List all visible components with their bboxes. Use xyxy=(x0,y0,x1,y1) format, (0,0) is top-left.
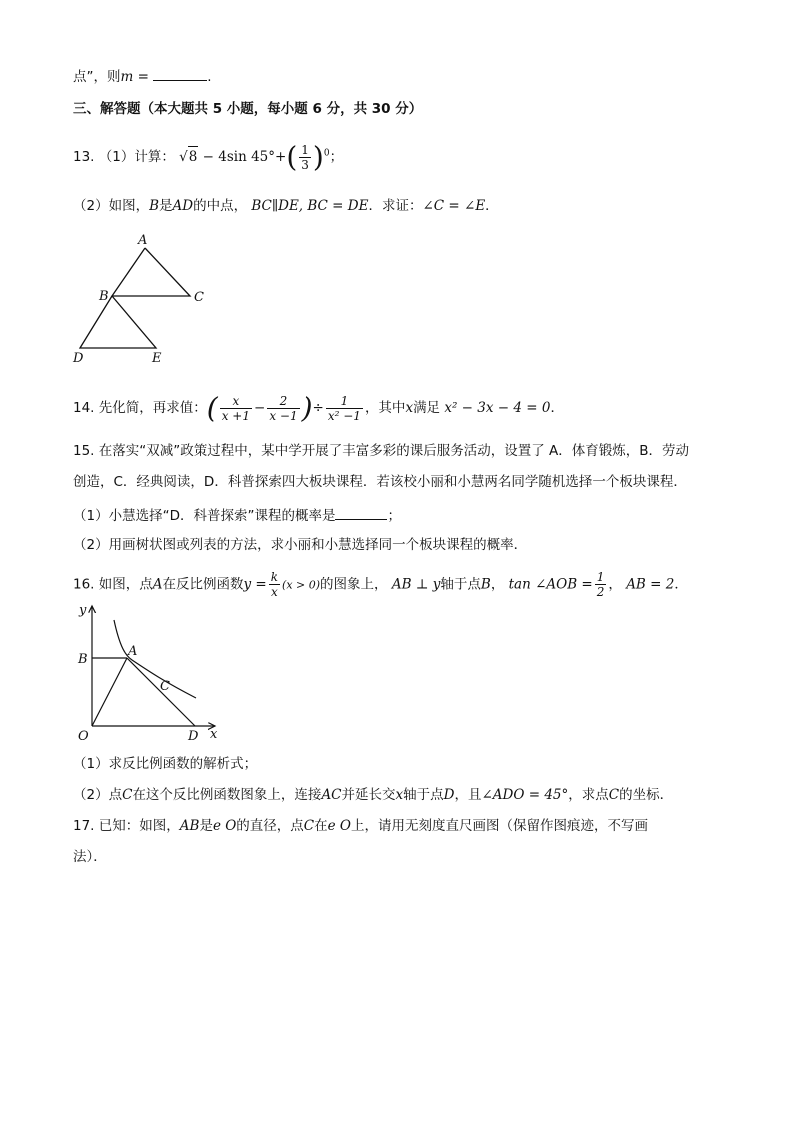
fraction-half xyxy=(595,570,607,599)
point-c: C xyxy=(608,787,620,803)
exponent: 0 xyxy=(323,148,330,159)
triangle-abc xyxy=(112,248,190,296)
q14-equation: x² − 3x − 4 = 0 xyxy=(444,400,551,416)
text: 在反比例函数 xyxy=(162,576,244,593)
goal-statement: ∠C = ∠E xyxy=(422,198,486,214)
text: ，其中 xyxy=(364,400,406,416)
period: . xyxy=(207,69,212,85)
frac-num: 1 xyxy=(596,570,605,584)
text: 是 xyxy=(199,818,213,834)
perp-statement: AB ⊥ y xyxy=(391,576,441,593)
text: ， xyxy=(490,576,505,593)
text: 17. 已知：如图， xyxy=(73,818,180,834)
var-x: x xyxy=(395,787,404,803)
frac-den: x xyxy=(269,584,280,599)
frac-den: x −1 xyxy=(269,409,298,423)
segment-ad: AD xyxy=(172,198,194,214)
q17-line1 xyxy=(73,816,648,836)
text: 轴于点 xyxy=(440,576,481,593)
text: 并延长交 xyxy=(341,787,396,803)
text: ．求证： xyxy=(368,198,423,214)
q16-part1: （1）求反比例函数的解析式； xyxy=(73,756,258,772)
divide: ÷ xyxy=(312,400,324,416)
text: 轴于点 xyxy=(403,787,444,803)
q15-line1: 15. 在落实“双减”政策过程中，某中学开展了丰富多彩的课后服务活动，设置了 A．体育锻炼，B．劳动 xyxy=(73,443,690,459)
label-a: A xyxy=(128,644,138,659)
top-line xyxy=(73,66,212,87)
label-x: x xyxy=(210,727,218,742)
text: ． xyxy=(674,576,688,593)
point-c: C xyxy=(303,818,315,834)
fraction-k-over-x xyxy=(269,570,280,599)
function-y: y = xyxy=(243,576,267,593)
text: 在 xyxy=(314,818,328,834)
text: 的坐标． xyxy=(619,787,674,803)
text: （2）点 xyxy=(73,787,123,803)
q13-part1 xyxy=(73,140,344,174)
q15-part2: （2）用画树状图或列表的方法，求小丽和小慧选择同一个板块课程的概率． xyxy=(73,537,528,553)
text: ，求点 xyxy=(568,787,609,803)
var-m: m xyxy=(120,69,134,85)
q13-number: 13. xyxy=(73,149,95,165)
answer-blank-m[interactable] xyxy=(153,66,207,81)
text: 是 xyxy=(159,198,173,214)
segment-ab: AB xyxy=(179,818,200,834)
frac-num: k xyxy=(270,570,279,584)
q16-stem: 16. 如图，点A在反比例函数y = $\frac{k}{x}$ (x > 0)的图象上， AB ⊥ y轴于点B， tan ∠AOB = $\frac{1}{2}$ ， AB = 2． xyxy=(73,570,688,599)
circle-o: e O xyxy=(327,818,351,834)
fraction-3 xyxy=(326,394,363,423)
frac-num: x xyxy=(232,394,240,408)
q14 xyxy=(73,391,564,425)
q16-graph-figure xyxy=(70,598,230,748)
domain-condition: (x > 0) xyxy=(282,578,321,592)
frac-den: x +1 xyxy=(221,409,250,423)
label-b: B xyxy=(78,652,88,667)
label-c: C xyxy=(194,290,204,305)
frac-den: x² −1 xyxy=(327,409,361,423)
q17-line2: 法）． xyxy=(73,849,107,865)
fraction-2 xyxy=(267,394,299,423)
text: 的直径，点 xyxy=(236,818,304,834)
answer-blank-probability[interactable] xyxy=(335,505,387,520)
label-b: B xyxy=(99,289,109,304)
point-d: D xyxy=(443,787,455,803)
given-condition: BC∥DE, BC = DE xyxy=(251,198,369,214)
sqrt-radicand: 8 xyxy=(188,146,199,167)
frac-num: 2 xyxy=(279,394,288,408)
label-o: O xyxy=(78,729,89,744)
q13-triangle-figure xyxy=(70,230,220,370)
segment-oa xyxy=(92,658,127,726)
tan-statement: tan ∠AOB = xyxy=(508,576,593,593)
frac-den: 2 xyxy=(596,585,605,599)
text: 16. 如图，点 xyxy=(73,576,153,593)
q13-p1-end: ； xyxy=(329,149,344,165)
fraction-one-third xyxy=(299,143,311,172)
text: 在这个反比例函数图象上，连接 xyxy=(132,787,322,803)
text: ，且 xyxy=(454,787,482,803)
segment-ac: AC xyxy=(321,787,342,803)
triangle-bde xyxy=(80,296,156,348)
text: 的图象上， xyxy=(320,576,388,593)
minus: − xyxy=(254,400,266,416)
label-c: C xyxy=(160,679,170,694)
q14-number: 14. xyxy=(73,400,95,416)
section-heading: 三、解答题（本大题共 5 小题，每小题 6 分，共 30 分） xyxy=(73,101,423,117)
q15-line2: 创造，C．经典阅读，D．科普探索四大板块课程．若该校小丽和小慧两名同学随机选择一个板块课程． xyxy=(73,474,687,490)
q13-expression: √8 − 4sin 45°+( $\frac{1}{3}$ )$^0$ xyxy=(179,140,330,174)
angle-ado: ∠ADO = 45° xyxy=(481,787,569,803)
q14-expression: ( $\frac{x}{x +1}$ − $\frac{2}{x -1}$ )÷ $\frac{1}{\text{x² −1}}$ xyxy=(206,391,361,425)
label-e: E xyxy=(152,351,162,366)
equals-sign: = xyxy=(137,69,149,85)
text: 先化简，再求值： xyxy=(98,400,207,416)
label-a: A xyxy=(138,233,148,248)
q16-part2 xyxy=(73,785,673,805)
q13-p1-label: （1）计算： xyxy=(98,149,175,165)
frac-num: 1 xyxy=(301,143,309,157)
label-d: D xyxy=(73,351,84,366)
text: ． xyxy=(550,400,564,416)
text: ． xyxy=(485,198,499,214)
point-c: C xyxy=(122,787,133,803)
text: 满足 xyxy=(413,400,441,416)
ab-length: AB = 2 xyxy=(626,576,675,593)
var-b: B xyxy=(149,198,160,214)
frac-num: 1 xyxy=(340,394,349,408)
label-y: y xyxy=(79,603,87,618)
fraction-1 xyxy=(220,394,252,423)
label-d: D xyxy=(188,729,199,744)
var-x: x xyxy=(405,400,414,416)
q13-part2 xyxy=(73,196,499,216)
circle-o: e O xyxy=(212,818,237,834)
text: ； xyxy=(387,508,401,524)
point-a: A xyxy=(152,576,163,593)
q15-part1 xyxy=(73,505,401,526)
q13-p2-label: （2）如图， xyxy=(73,198,150,214)
frac-den: 3 xyxy=(301,158,309,172)
point-b: B xyxy=(480,576,491,593)
q15-p1-text: （1）小慧选择“D．科普探索”课程的概率是 xyxy=(73,508,336,524)
text: 上，请用无刻度直尺画图（保留作图痕迹，不写画 xyxy=(351,818,648,834)
top-line-text: 点”，则 xyxy=(73,69,121,85)
expr-middle: − 4sin 45°+ xyxy=(202,149,287,165)
text: 的中点， xyxy=(193,198,248,214)
